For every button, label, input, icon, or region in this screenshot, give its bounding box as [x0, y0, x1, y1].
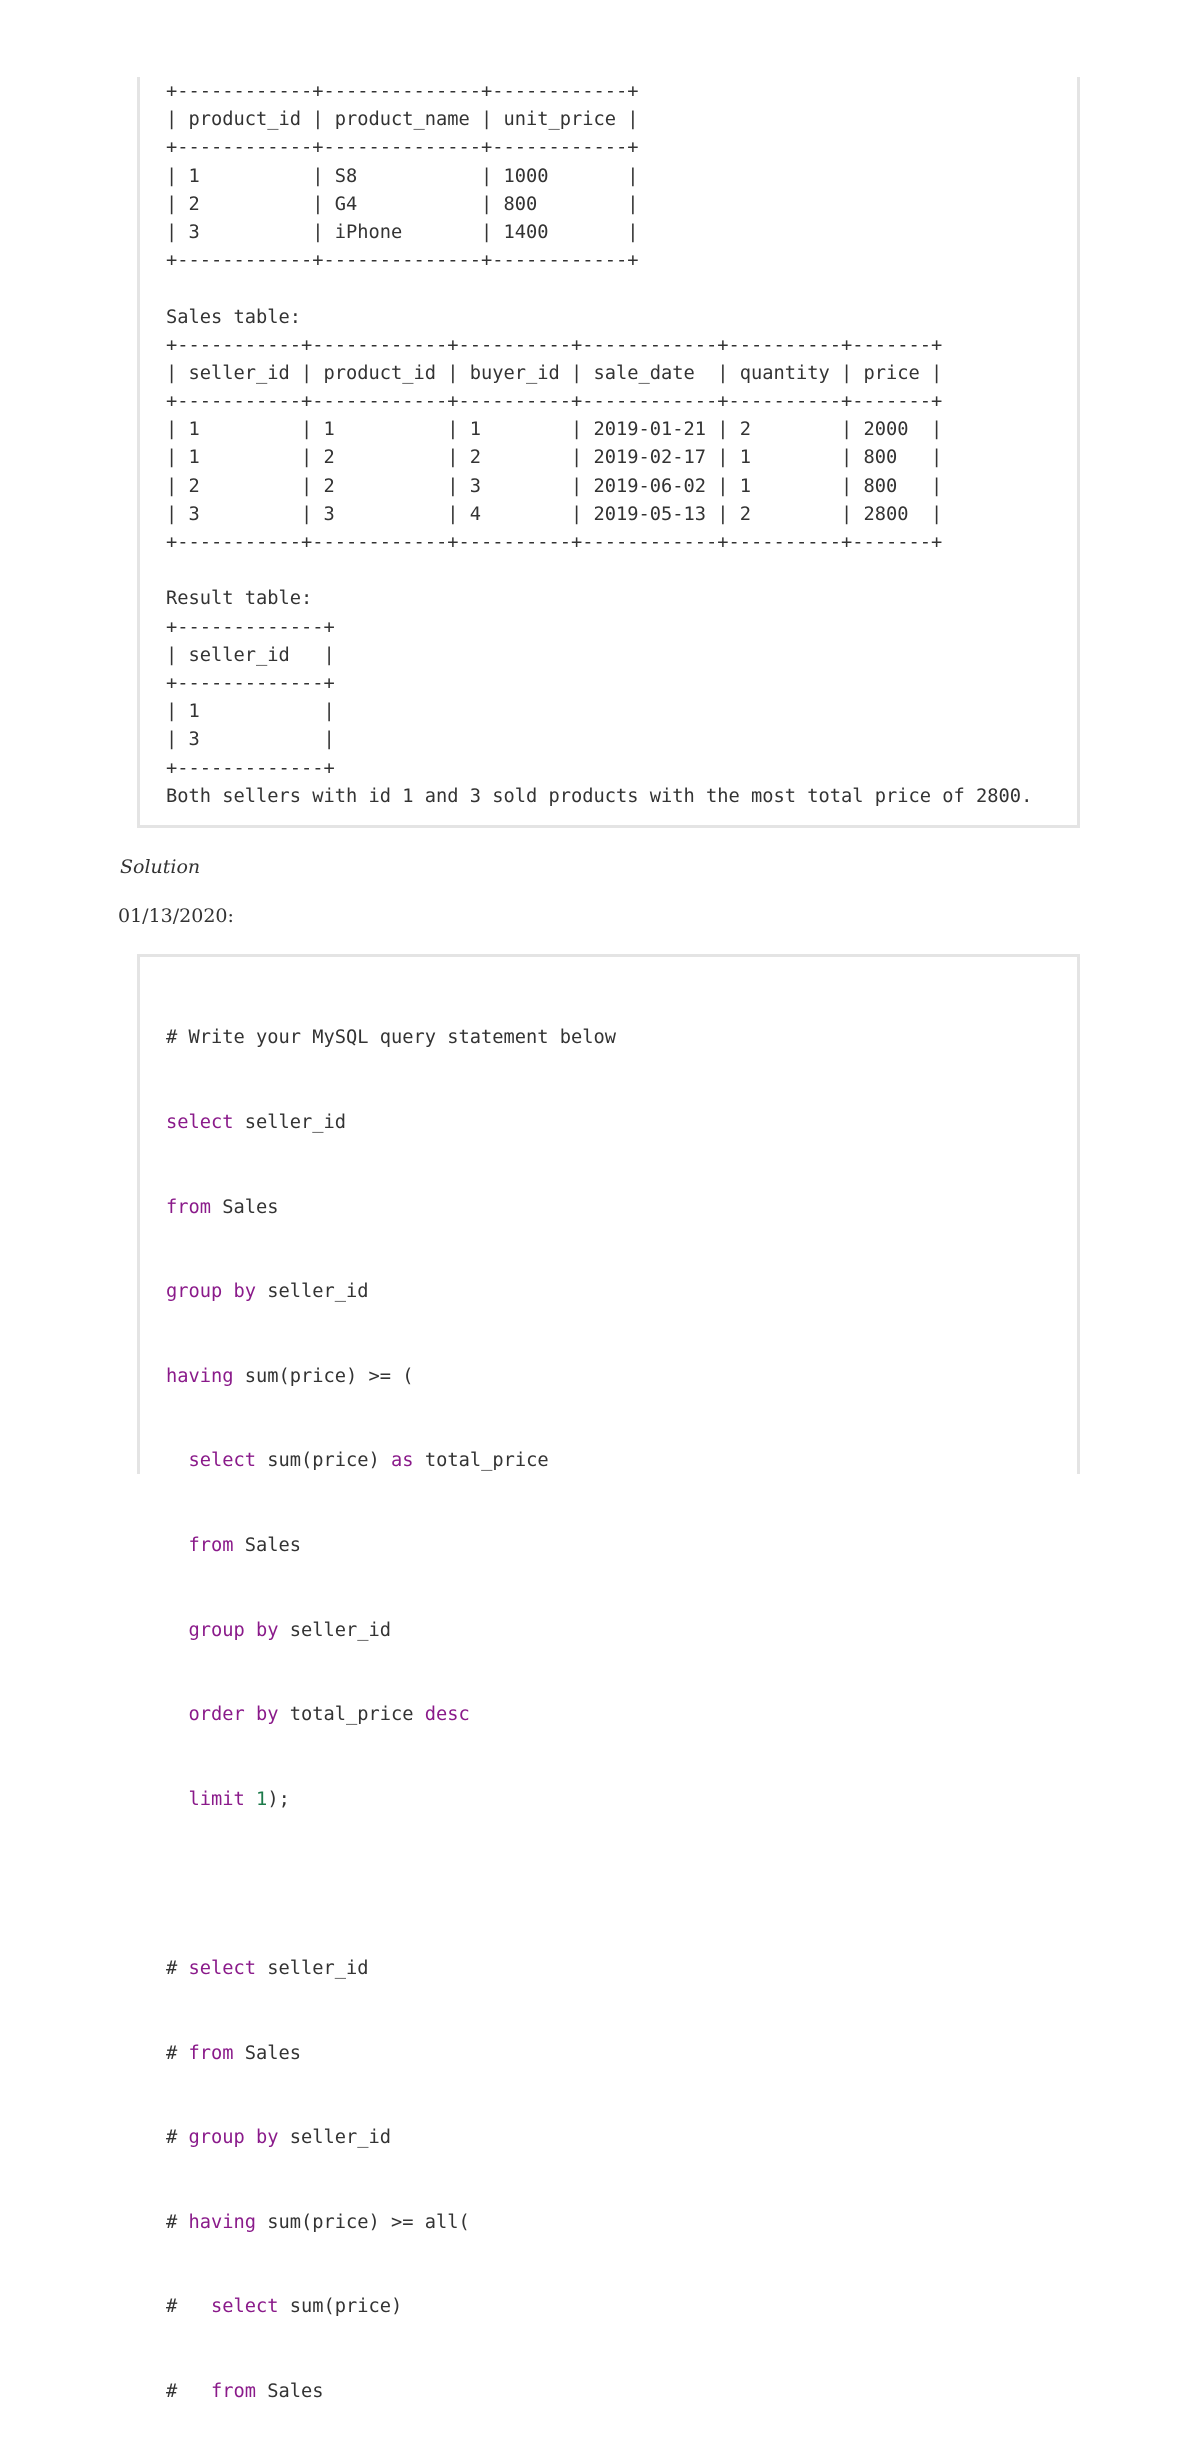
keyword: group by [166, 1281, 257, 1303]
keyword: select [211, 2296, 279, 2318]
keyword: select [188, 1450, 257, 1472]
code-text: sum(price) [278, 2296, 403, 2318]
code-text: seller_id [278, 1619, 392, 1641]
comment-marker: # [166, 2296, 212, 2318]
code-line [166, 1363, 616, 1391]
example-line: +-----------+------------+----------+------------+----------+-------+ [166, 391, 943, 413]
code-line [166, 2209, 616, 2237]
code-line [166, 1786, 616, 1814]
keyword: select [166, 1112, 234, 1133]
comment-marker: # [166, 1957, 189, 1979]
example-line: | 1 | 2 | 2 | 2019-02-17 | 1 | 800 | [166, 447, 943, 469]
keyword: from [166, 1196, 212, 1218]
keyword: limit [188, 1788, 245, 1810]
example-line: Result table: [166, 588, 313, 610]
code-text: Sales [233, 1534, 302, 1556]
number-literal: 1 [256, 1788, 268, 1810]
keyword: from [211, 2380, 257, 2402]
solution-code [166, 968, 616, 2463]
example-line: +------------+--------------+------------+ [166, 81, 639, 102]
keyword: having [188, 2211, 257, 2233]
example-line: | seller_id | [166, 644, 335, 666]
example-line: | 3 | iPhone | 1400 | [166, 221, 639, 243]
code-line [166, 2293, 616, 2321]
example-text [166, 78, 1032, 811]
example-line: +------------+--------------+------------+ [166, 250, 639, 272]
code-line [166, 1870, 616, 1898]
code-line [166, 1194, 616, 1222]
code-text: seller_id [256, 1957, 369, 1979]
code-line [166, 2040, 616, 2068]
keyword: select [188, 1957, 257, 1979]
indent [166, 1620, 189, 1641]
example-line: | seller_id | product_id | buyer_id | sale_date | quantity | price | [166, 362, 943, 384]
code-text: total_price [278, 1704, 425, 1726]
comment-marker: # [166, 2380, 212, 2402]
keyword: as [391, 1450, 414, 1472]
code-text: seller_id [278, 2127, 392, 2149]
code-line [166, 2378, 616, 2406]
indent [166, 1789, 189, 1810]
solution-code-block [137, 954, 1080, 2402]
example-line: | 3 | [166, 729, 335, 751]
example-code-block [137, 77, 1080, 828]
code-line [166, 1532, 616, 1560]
code-line [166, 1278, 616, 1306]
code-text: Sales [233, 2042, 302, 2064]
code-line [166, 2124, 616, 2152]
code-text: seller_id [233, 1112, 347, 1133]
code-text: total_price [413, 1450, 549, 1472]
code-line [166, 1955, 616, 1983]
code-line [166, 1024, 616, 1052]
example-line: +-------------+ [166, 757, 335, 779]
keyword: group by [188, 2127, 279, 2149]
example-line: +-----------+------------+----------+------------+----------+-------+ [166, 532, 943, 553]
example-line: Sales table: [166, 306, 302, 328]
code-text: Sales [211, 1196, 279, 1218]
code-text: seller_id [256, 1281, 369, 1303]
example-line: | 3 | 3 | 4 | 2019-05-13 | 2 | 2800 | [166, 503, 943, 525]
comment-marker: # [166, 2127, 189, 2149]
example-line: | 1 | S8 | 1000 | [166, 165, 639, 187]
code-line [166, 1109, 616, 1137]
code-comment: # Write your MySQL query statement below [166, 1027, 617, 1049]
example-line: +-------------+ [166, 616, 335, 638]
example-line [166, 557, 1032, 585]
indent [166, 1704, 189, 1725]
keyword: having [166, 1365, 234, 1387]
example-line: | 2 | G4 | 800 | [166, 193, 639, 215]
example-line: | 2 | 2 | 3 | 2019-06-02 | 1 | 800 | [166, 475, 943, 497]
example-line: +-------------+ [166, 672, 335, 694]
date-label: 01/13/2020: [118, 905, 234, 927]
example-line: +------------+--------------+------------+ [166, 137, 639, 159]
example-line: +-----------+------------+----------+------------+----------+-------+ [166, 334, 943, 356]
keyword: from [188, 1534, 234, 1556]
example-line: Both sellers with id 1 and 3 sold products with the most total price of 2800. [166, 785, 1033, 807]
code-line [166, 1447, 616, 1475]
comment-marker: # [166, 2211, 189, 2233]
example-line: | 1 | 1 | 1 | 2019-01-21 | 2 | 2000 | [166, 419, 943, 441]
code-text: sum(price) >= all( [256, 2211, 470, 2233]
keyword: desc [424, 1704, 470, 1726]
example-line [166, 275, 1032, 303]
code-text: ); [267, 1788, 290, 1810]
comment-marker: # [166, 2042, 189, 2064]
code-text: sum(price) [256, 1450, 392, 1472]
keyword: group by [188, 1619, 279, 1641]
example-line: | 1 | [166, 701, 335, 723]
code-text: sum(price) >= ( [233, 1365, 414, 1387]
code-line [166, 1701, 616, 1729]
code-text: Sales [256, 2380, 324, 2402]
solution-heading: Solution [120, 856, 201, 878]
keyword: from [188, 2042, 234, 2064]
keyword: order by [188, 1704, 279, 1726]
example-line: | product_id | product_name | unit_price | [166, 109, 639, 131]
code-line [166, 1617, 616, 1645]
indent [166, 1450, 189, 1471]
